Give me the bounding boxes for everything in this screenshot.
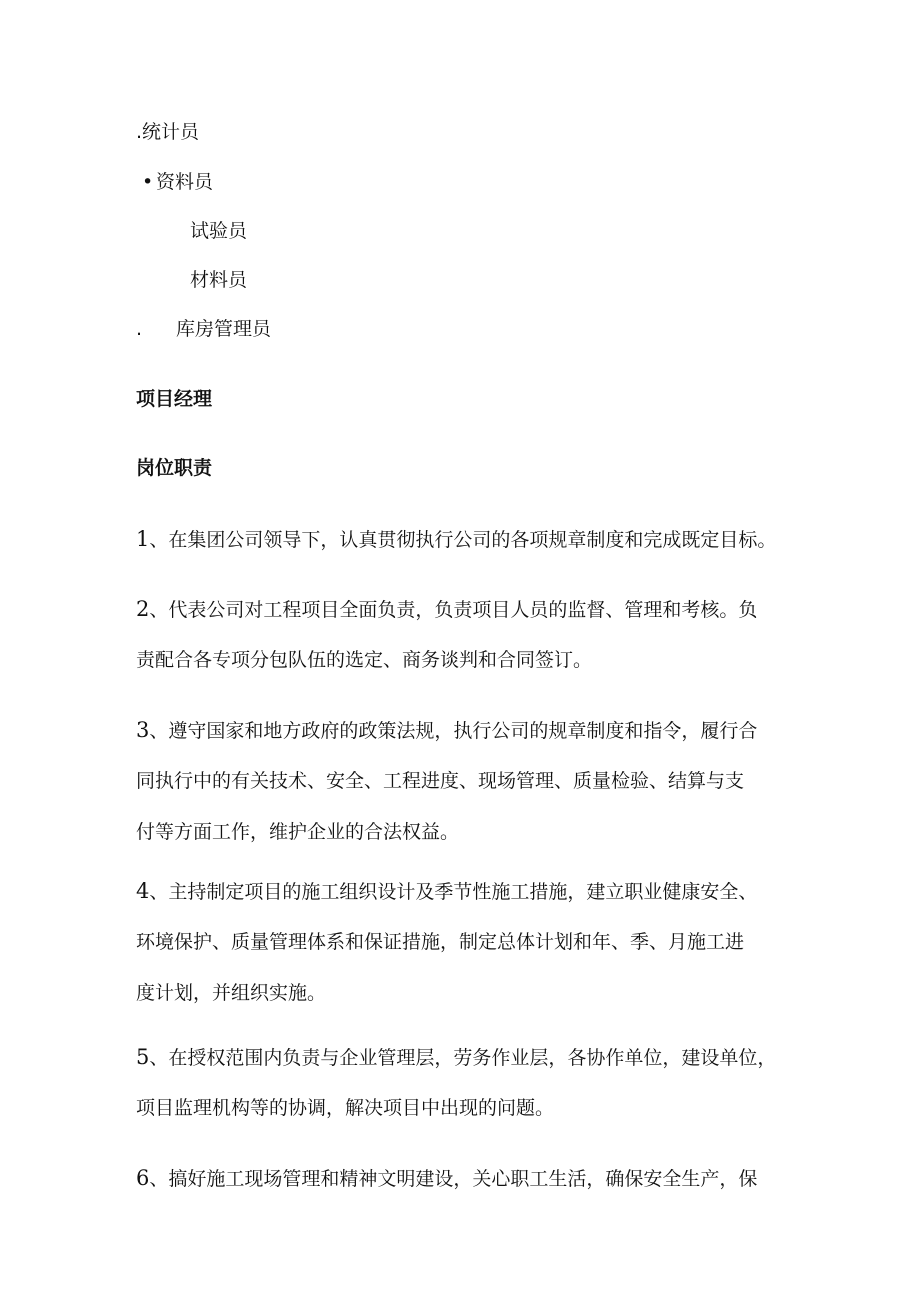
list-marker: . bbox=[136, 121, 143, 143]
duty-paragraph-6 bbox=[136, 1153, 796, 1204]
paragraph-line bbox=[136, 866, 796, 917]
duty-text: 、在集团公司领导下，认真贯彻执行公司的各项规章制度和完成既定目标。 bbox=[149, 529, 777, 551]
paragraph-line bbox=[136, 705, 796, 756]
staff-label: 资料员 bbox=[156, 171, 214, 193]
duty-paragraph-3 bbox=[136, 705, 796, 858]
paragraph-line bbox=[136, 1032, 796, 1083]
duty-number: 3 bbox=[136, 718, 150, 742]
duty-text: 、在授权范围内负责与企业管理层，劳务作业层，各协作单位，建设单位， bbox=[149, 1047, 777, 1069]
duty-number: 6 bbox=[136, 1166, 150, 1190]
paragraph-line: 责配合各专项分包队伍的选定、商务谈判和合同签订。 bbox=[136, 649, 593, 671]
duty-text: 、搞好施工现场管理和精神文明建设，关心职工生活，确保安全生产，保 bbox=[149, 1168, 758, 1190]
list-marker: . bbox=[136, 318, 143, 340]
paragraph-line bbox=[136, 1153, 796, 1204]
duty-number: 5 bbox=[136, 1045, 150, 1069]
staff-label: 库房管理员 bbox=[176, 318, 272, 340]
duty-text: 、遵守国家和地方政府的政策法规，执行公司的规章制度和指令，履行合 bbox=[149, 720, 758, 742]
duty-text: 、代表公司对工程项目全面负责，负责项目人员的监督、管理和考核。负 bbox=[149, 599, 758, 621]
paragraph-line bbox=[136, 584, 796, 635]
duty-number: 1 bbox=[136, 527, 150, 551]
paragraph-line bbox=[136, 514, 796, 565]
section-title: 项目经理 bbox=[136, 388, 213, 410]
bullet-marker: • bbox=[142, 171, 154, 193]
duty-text: 、主持制定项目的施工组织设计及季节性施工措施，建立职业健康安全、 bbox=[149, 881, 758, 903]
staff-label: 材料员 bbox=[190, 269, 248, 291]
paragraph-line: 项目监理机构等的协调，解决项目中出现的问题。 bbox=[136, 1097, 555, 1119]
staff-label: 统计员 bbox=[142, 121, 200, 143]
paragraph-line: 环境保护、质量管理体系和保证措施，制定总体计划和年、季、月施工进 bbox=[136, 931, 745, 953]
duty-paragraph-4 bbox=[136, 866, 796, 1019]
duty-paragraph-1 bbox=[136, 514, 796, 565]
duty-paragraph-2 bbox=[136, 584, 796, 686]
subsection-title: 岗位职责 bbox=[136, 457, 213, 479]
staff-item-test-technician bbox=[190, 219, 247, 243]
paragraph-line: 同执行中的有关技术、安全、工程进度、现场管理、质量检验、结算与支 bbox=[136, 770, 745, 792]
paragraph-line: 付等方面工作，维护企业的合法权益。 bbox=[136, 821, 460, 843]
staff-item-documentation-clerk bbox=[142, 170, 213, 194]
staff-item-materials-clerk bbox=[190, 268, 247, 292]
duty-number: 2 bbox=[136, 597, 150, 621]
duty-number: 4 bbox=[136, 879, 150, 903]
staff-label: 试验员 bbox=[190, 220, 248, 242]
staff-item-statistician bbox=[136, 120, 199, 144]
duty-paragraph-5 bbox=[136, 1032, 796, 1134]
paragraph-line: 度计划，并组织实施。 bbox=[136, 982, 327, 1004]
staff-item-warehouse-manager bbox=[136, 317, 271, 341]
